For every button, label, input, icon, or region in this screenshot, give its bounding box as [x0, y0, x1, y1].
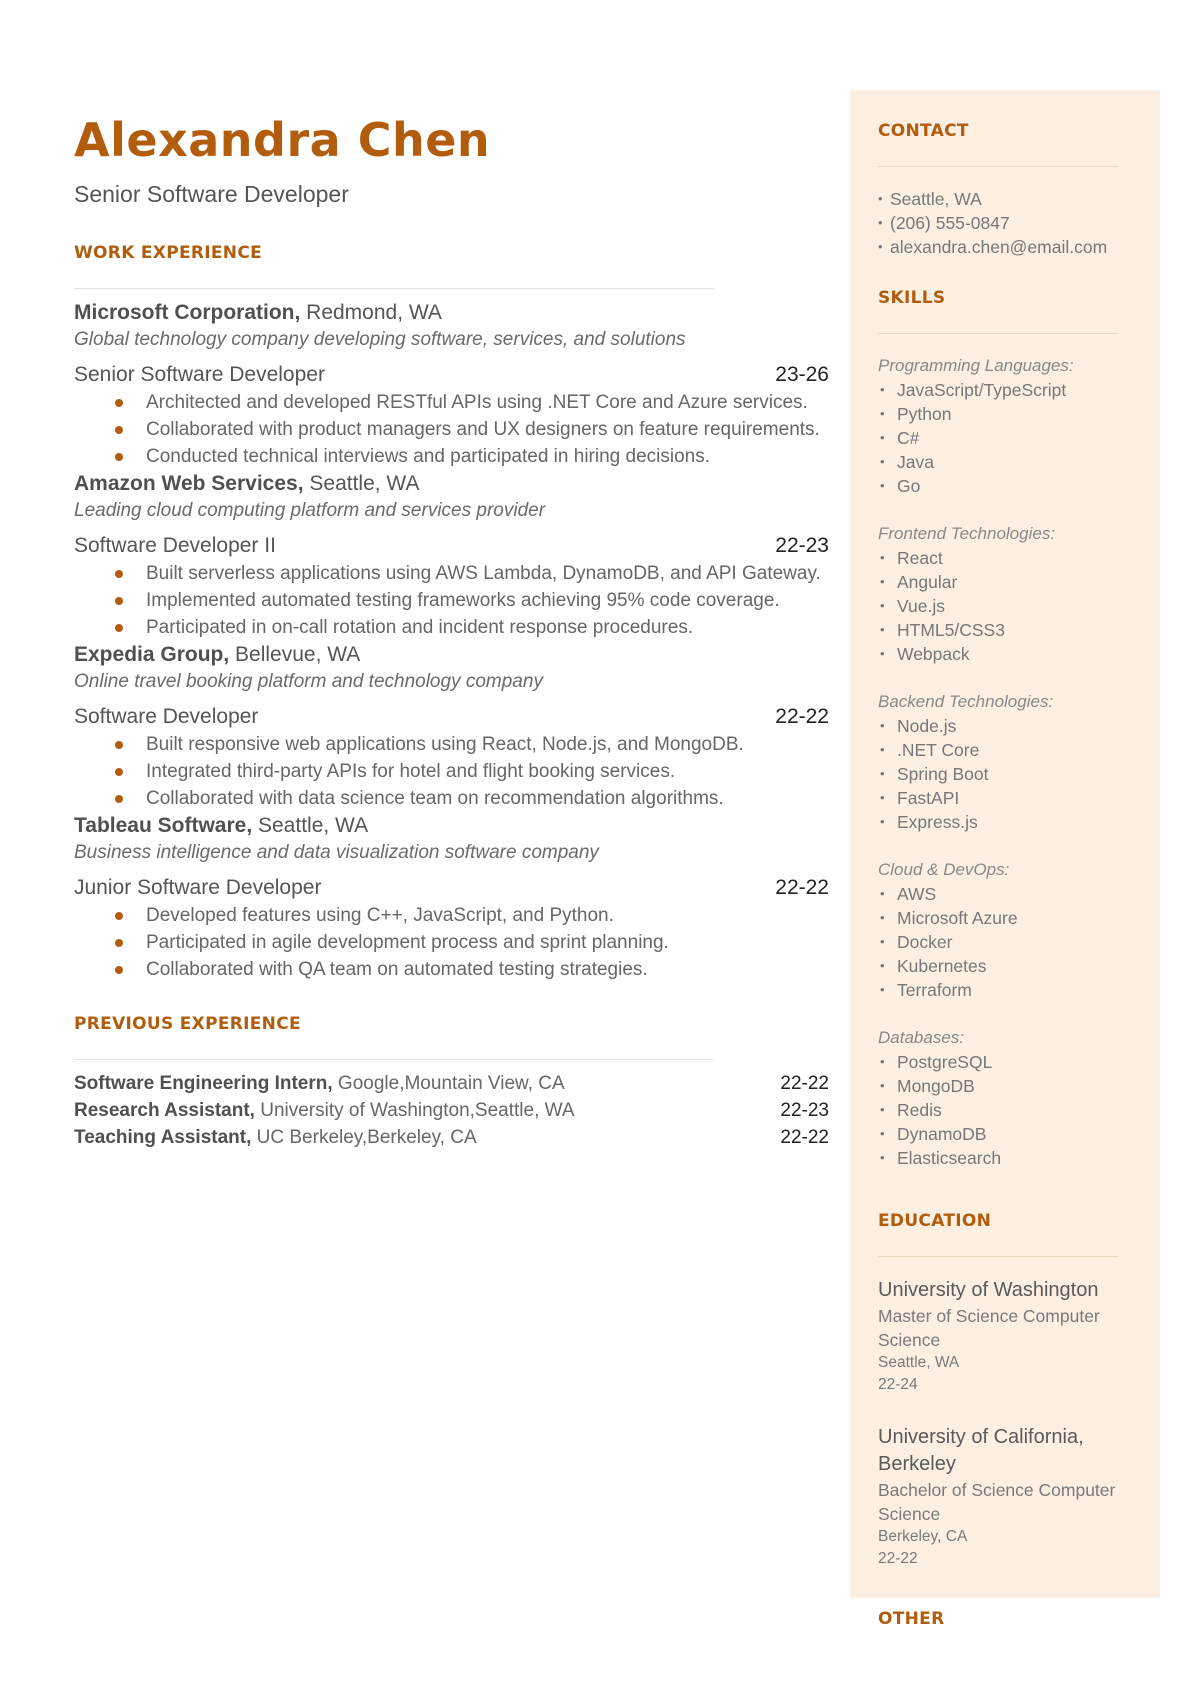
job-bullet: Collaborated with product managers and UX designers on feature requirements. — [74, 416, 829, 443]
education-item — [878, 1424, 1118, 1570]
contact-phone: • (206) 555-0847 — [878, 211, 1118, 235]
company-name: Tableau Software, — [74, 814, 253, 837]
previous-date: 22-22 — [780, 1127, 829, 1148]
company-location: Seattle, WA — [252, 814, 369, 837]
skill-item: • Node.js — [878, 714, 1118, 738]
company-description: Online travel booking platform and technology company — [74, 671, 543, 692]
previous-role — [74, 1124, 477, 1151]
skill-item: • FastAPI — [878, 786, 1118, 810]
job-bullets — [74, 389, 829, 470]
previous-item — [74, 1070, 829, 1097]
education-heading: EDUCATION — [878, 1211, 992, 1231]
job-bullet: Integrated third-party APIs for hotel and flight booking services. — [74, 758, 829, 785]
skill-item: • .NET Core — [878, 738, 1118, 762]
skill-item: • MongoDB — [878, 1074, 1118, 1098]
skill-item: • Microsoft Azure — [878, 906, 1118, 930]
job-bullets — [74, 731, 829, 812]
company-name: Microsoft Corporation, — [74, 301, 301, 324]
job-bullet: Participated in agile development process and sprint planning. — [74, 929, 829, 956]
company-name: Expedia Group, — [74, 643, 230, 666]
previous-date: 22-22 — [780, 1073, 829, 1094]
role-date: 23-26 — [775, 363, 829, 386]
skill-item: • Kubernetes — [878, 954, 1118, 978]
education-school: University of California, Berkeley — [878, 1426, 1084, 1475]
role-date: 22-23 — [775, 534, 829, 557]
previous-org: University of Washington,Seattle, WA — [254, 1100, 575, 1121]
skill-group — [878, 690, 1118, 834]
company-line — [74, 812, 829, 840]
company-line — [74, 641, 829, 669]
role-title: Software Developer — [74, 705, 259, 728]
skill-category: Cloud & DevOps: — [878, 860, 1010, 879]
skill-category: Frontend Technologies: — [878, 524, 1056, 543]
job-bullet: Built responsive web applications using React, Node.js, and MongoDB. — [74, 731, 829, 758]
education-degree: Bachelor of Science Computer Science — [878, 1480, 1116, 1524]
skill-item: • Go — [878, 474, 1118, 498]
skill-item: • Docker — [878, 930, 1118, 954]
contact-email: • alexandra.chen@email.com — [878, 235, 1118, 259]
previous-role — [74, 1070, 565, 1097]
job-bullets — [74, 560, 829, 641]
job-entry — [74, 641, 829, 812]
company-location: Seattle, WA — [303, 472, 420, 495]
company-name: Amazon Web Services, — [74, 472, 304, 495]
section-divider — [74, 288, 714, 289]
previous-role — [74, 1097, 575, 1124]
skill-list — [878, 1050, 1118, 1170]
skill-group — [878, 354, 1118, 498]
previous-date: 22-23 — [780, 1100, 829, 1121]
skill-item: • Spring Boot — [878, 762, 1118, 786]
role-date: 22-22 — [775, 705, 829, 728]
previous-title: Research Assistant, — [74, 1100, 255, 1121]
previous-item — [74, 1124, 829, 1151]
section-divider — [74, 1059, 714, 1060]
education-dates: 22-24 — [878, 1376, 918, 1393]
company-location: Redmond, WA — [300, 301, 442, 324]
job-entry — [74, 299, 829, 470]
skill-item: • Angular — [878, 570, 1118, 594]
skill-category: Backend Technologies: — [878, 692, 1054, 711]
skill-item: • Vue.js — [878, 594, 1118, 618]
skill-item: • HTML5/CSS3 — [878, 618, 1118, 642]
role-title: Junior Software Developer — [74, 876, 322, 899]
job-bullet: Collaborated with data science team on recommendation algorithms. — [74, 785, 829, 812]
role-date: 22-22 — [775, 876, 829, 899]
job-bullet: Implemented automated testing frameworks achieving 95% code coverage. — [74, 587, 829, 614]
section-divider — [878, 166, 1118, 167]
skill-list — [878, 378, 1118, 498]
job-entry — [74, 470, 829, 641]
skill-group — [878, 1026, 1118, 1170]
job-bullet: Collaborated with QA team on automated testing strategies. — [74, 956, 829, 983]
skill-group — [878, 522, 1118, 666]
skill-item: • JavaScript/TypeScript — [878, 378, 1118, 402]
skill-category: Programming Languages: — [878, 356, 1074, 375]
skill-item: • PostgreSQL — [878, 1050, 1118, 1074]
company-location: Bellevue, WA — [229, 643, 361, 666]
skill-group — [878, 858, 1118, 1002]
skill-item: • Express.js — [878, 810, 1118, 834]
section-divider — [878, 333, 1118, 334]
skill-list — [878, 714, 1118, 834]
company-description: Leading cloud computing platform and services provider — [74, 500, 546, 521]
skills-heading: SKILLS — [878, 288, 946, 308]
job-bullet: Built serverless applications using AWS Lambda, DynamoDB, and API Gateway. — [74, 560, 829, 587]
skill-list — [878, 882, 1118, 1002]
contact-location: • Seattle, WA — [878, 187, 1118, 211]
role-row — [74, 703, 829, 731]
role-row — [74, 532, 829, 560]
sidebar-content — [878, 120, 1118, 1598]
role-row — [74, 361, 829, 389]
skill-item: • DynamoDB — [878, 1122, 1118, 1146]
education-location: Berkeley, CA — [878, 1528, 968, 1545]
contact-heading: CONTACT — [878, 121, 969, 141]
work-experience-heading: WORK EXPERIENCE — [74, 243, 263, 263]
skill-item: • Java — [878, 450, 1118, 474]
contact-list — [878, 187, 1118, 259]
company-line — [74, 470, 829, 498]
previous-title: Software Engineering Intern, — [74, 1073, 333, 1094]
role-title: Software Developer II — [74, 534, 276, 557]
previous-title: Teaching Assistant, — [74, 1127, 252, 1148]
education-item — [878, 1277, 1118, 1396]
sidebar — [850, 90, 1160, 1598]
skill-item: • Redis — [878, 1098, 1118, 1122]
section-divider — [878, 1256, 1118, 1257]
education-location: Seattle, WA — [878, 1354, 960, 1371]
skill-item: • Terraform — [878, 978, 1118, 1002]
company-description: Global technology company developing software, services, and solutions — [74, 329, 686, 350]
job-bullet: Participated in on-call rotation and incident response procedures. — [74, 614, 829, 641]
job-bullets — [74, 902, 829, 983]
skill-item: • Elasticsearch — [878, 1146, 1118, 1170]
role-title: Senior Software Developer — [74, 363, 325, 386]
company-description: Business intelligence and data visualization software company — [74, 842, 599, 863]
main-column — [74, 112, 829, 1151]
skill-item: • C# — [878, 426, 1118, 450]
education-school: University of Washington — [878, 1279, 1099, 1301]
job-bullet: Developed features using C++, JavaScript, and Python. — [74, 902, 829, 929]
previous-item — [74, 1097, 829, 1124]
education-dates: 22-22 — [878, 1550, 918, 1567]
previous-org: Google,Mountain View, CA — [332, 1073, 565, 1094]
previous-org: UC Berkeley,Berkeley, CA — [251, 1127, 477, 1148]
candidate-name: Alexandra Chen — [74, 113, 491, 167]
role-row — [74, 874, 829, 902]
skill-item: • Python — [878, 402, 1118, 426]
skill-category: Databases: — [878, 1028, 964, 1047]
education-degree: Master of Science Computer Science — [878, 1306, 1100, 1350]
job-bullet: Architected and developed RESTful APIs using .NET Core and Azure services. — [74, 389, 829, 416]
job-entry — [74, 812, 829, 983]
company-line — [74, 299, 829, 327]
skill-item: • Webpack — [878, 642, 1118, 666]
skill-item: • AWS — [878, 882, 1118, 906]
job-bullet: Conducted technical interviews and participated in hiring decisions. — [74, 443, 829, 470]
candidate-title: Senior Software Developer — [74, 181, 349, 207]
other-heading: OTHER — [878, 1609, 945, 1629]
skill-item: • React — [878, 546, 1118, 570]
skill-list — [878, 546, 1118, 666]
previous-experience-heading: PREVIOUS EXPERIENCE — [74, 1014, 301, 1034]
